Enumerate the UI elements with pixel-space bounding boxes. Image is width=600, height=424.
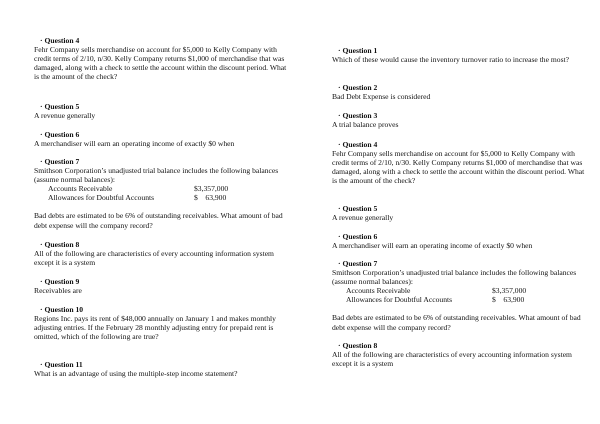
balance-amount: $3,357,000: [492, 286, 527, 296]
question-block: [332, 341, 590, 368]
question-followup-text: Bad debts are estimated to be 6% of outstanding receivables. What amount of bad debt expense will the company record?: [34, 211, 283, 230]
question-text: Fehr Company sells merchandise on account for $5,000 to Kelly Company with credit terms of 2/10, n/30. Kelly Company returns $1,000 of merchandise that was damaged, along with a check to settle the account within the discount period. What is the amount of the check?: [34, 45, 287, 82]
question-text: Regions Inc. pays its rent of $48,000 annually on January 1 and makes monthly adjusting entries. If the February 28 monthly adjusting entry for prepaid rent is omitted, which of the following are true?: [34, 314, 276, 342]
question-text: A merchandiser will earn an operating income of exactly $0 when: [332, 241, 533, 251]
question-block: [332, 46, 590, 64]
question-block: [332, 83, 590, 101]
question-heading: · Question 9: [40, 277, 292, 286]
question-text: Smithson Corporation’s unadjusted trial balance includes the following balances (assume normal balances):: [332, 268, 577, 287]
balance-amount: $ 63,900: [492, 295, 525, 305]
question-text: A merchandiser will earn an operating income of exactly $0 when: [34, 139, 235, 149]
question-heading: · Question 3: [338, 111, 590, 120]
question-text: A revenue generally: [332, 213, 394, 223]
balance-label: Accounts Receivable: [48, 184, 113, 194]
question-block: [34, 130, 292, 148]
question-block: [332, 204, 590, 222]
balance-row: [346, 295, 590, 304]
balance-label: Allowances for Doubtful Accounts: [346, 295, 453, 305]
question-text: Fehr Company sells merchandise on account for $5,000 to Kelly Company with credit terms of 2/10, n/30. Kelly Company returns $1,000 of merchandise that was damaged, along with a check to settle the account within the discount period. What is the amount of the check?: [332, 149, 585, 186]
question-heading: · Question 8: [40, 240, 292, 249]
question-text: Which of these would cause the inventory turnover ratio to increase the most?: [332, 55, 570, 65]
question-block: [34, 157, 292, 230]
question-text: A revenue generally: [34, 111, 96, 121]
question-heading: · Question 2: [338, 83, 590, 92]
question-heading: · Question 8: [338, 341, 590, 350]
question-block: [332, 140, 590, 185]
balance-row: [48, 184, 292, 193]
question-block: [34, 36, 292, 81]
balance-label: Accounts Receivable: [346, 286, 411, 296]
question-block: [34, 240, 292, 267]
question-text: Bad Debt Expense is considered: [332, 92, 431, 102]
balance-label: Allowances for Doubtful Accounts: [48, 193, 155, 203]
question-heading: · Question 7: [40, 157, 292, 166]
question-heading: · Question 7: [338, 259, 590, 268]
question-block: [332, 259, 590, 332]
question-text: All of the following are characteristics of every accounting information system except it is a system: [34, 249, 274, 268]
question-block: [332, 111, 590, 129]
question-text: A trial balance proves: [332, 120, 399, 130]
question-heading: · Question 5: [338, 204, 590, 213]
question-block: [34, 305, 292, 341]
question-block: [34, 277, 292, 295]
question-heading: · Question 4: [338, 140, 590, 149]
question-text: Smithson Corporation’s unadjusted trial balance includes the following balances (assume normal balances):: [34, 166, 279, 185]
balance-row: [346, 286, 590, 295]
question-block: [34, 360, 292, 378]
question-heading: · Question 4: [40, 36, 292, 45]
question-heading: · Question 6: [40, 130, 292, 139]
balance-row: [48, 193, 292, 202]
question-heading: · Question 5: [40, 102, 292, 111]
question-followup-text: Bad debts are estimated to be 6% of outstanding receivables. What amount of bad debt expense will the company record?: [332, 313, 581, 332]
question-heading: · Question 6: [338, 232, 590, 241]
question-text: What is an advantage of using the multiple-step income statement?: [34, 369, 238, 379]
balance-amount: $3,357,000: [194, 184, 229, 194]
question-heading: · Question 10: [40, 305, 292, 314]
question-block: [332, 232, 590, 250]
question-text: Receivables are: [34, 286, 82, 296]
question-heading: · Question 11: [40, 360, 292, 369]
trial-balance: [346, 286, 590, 304]
trial-balance: [48, 184, 292, 202]
question-heading: · Question 1: [338, 46, 590, 55]
balance-amount: $ 63,900: [194, 193, 227, 203]
question-block: [34, 102, 292, 120]
question-text: All of the following are characteristics of every accounting information system except it is a system: [332, 350, 572, 369]
